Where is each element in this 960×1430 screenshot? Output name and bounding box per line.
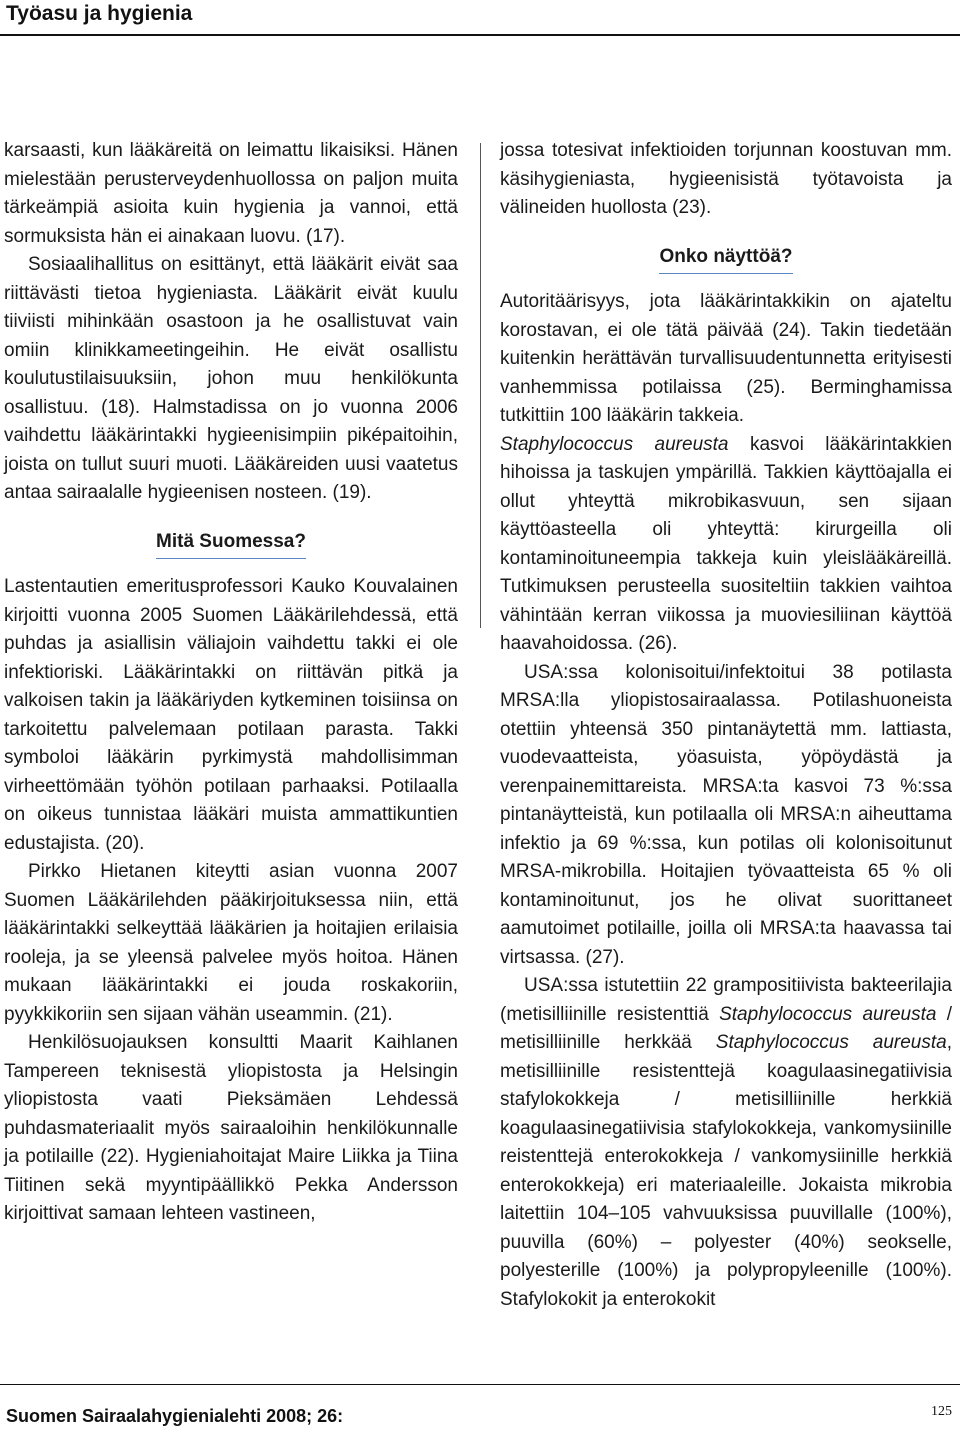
- left-paragraph-1: karsaasti, kun lääkäreitä on leimattu likaisiksi. Hänen mielestään perusterveydenhuollossa on paljon muita tärkeämpiä asioita kuin hygienia ja vannoi, että sormuksista hän ei ainakaan luovu. (17).: [4, 140, 458, 247]
- species-name: Staphylococcus aureusta: [719, 1003, 937, 1025]
- header-rule: [0, 34, 960, 36]
- right-paragraph-4-text-b: / metisilliinille herkkää: [500, 1003, 953, 1053]
- journal-citation: Suomen Sairaalahygienialehti 2008; 26:: [6, 1406, 344, 1426]
- footer-rule: [0, 1384, 960, 1385]
- left-paragraph-5: Henkilösuojauksen konsultti Maarit Kaihlanen Tampereen teknisestä yliopistosta ja Helsingin yliopistosta vaati Pieksämäen Lehdessä puhdasmateriaalit myös sairaaloihin henkilökunnalle ja potilaille (22). Hygieniahoitajat Maire Liikka ja Tiina Tiitinen sekä myyntipäällikkö Pekka Andersson kirjoittivat samaan lehteen vastineen,: [4, 1032, 458, 1224]
- page-number: 125: [931, 1404, 952, 1419]
- right-paragraph-4-text-c: , metisilliinille resistenttejä koagulaasinegatiivisia stafylokokkeja / metisilliinille herkkiä koagulaasinegatiivisia stafylokokkeja, vankomysiinille reistenttejä enterokokkeja / vankomysiinille herkkiä enterokokkeja) eri materiaaleille. Jokaista mikrobia laitettiin 104–105 vahvuuksissa puuvillalle (100%), puuvilla (60%) – polyester (40%) seokselle, polyesterille (100%) ja polypropyleenille (100%). Stafylokokit ja enterokokit: [500, 1032, 952, 1310]
- right-paragraph-1: jossa totesivat infektioiden torjunnan koostuvan mm. käsihygieniasta, hygieenisistä työtavoista ja välineiden huollosta (23).: [500, 140, 952, 218]
- running-title: Työasu ja hygienia: [6, 2, 193, 25]
- species-name: Staphylococcus aureusta: [715, 1032, 947, 1053]
- right-paragraph-4: [500, 972, 952, 1314]
- left-paragraph-3: Lastentautien emeritusprofessori Kauko Kouvalainen kirjoitti vuonna 2005 Suomen Lääkärilehdessä, että puhdas ja asiallisin väliajoin vaihdettu takki ei ole infektioriski. Lääkärintakki on riittävän pitkä ja valkoisen takin ja lääkäriyden kytkeminen toisiinsa on tarkoitettu palvelemaan potilaan parasta. Takki symboloi lääkärin pyrkimystä mahdollisimman virheettömään työhön potilaan parhaaksi. Potilaalla on oikeus tunnistaa lääkäri muista ammattikuntien edustajista. (20).: [4, 576, 458, 854]
- section-heading-onko-nayttoa: Onko näyttöä?: [659, 243, 792, 275]
- section-heading-mita-suomessa: Mitä Suomessa?: [156, 528, 306, 560]
- species-name: Staphylococcus aureusta: [500, 433, 729, 455]
- right-paragraph-4-text-a: USA:ssa istutettiin 22 grampositiivista bakteerilajia (metisilliinille resistenttiä: [500, 975, 952, 1025]
- left-paragraph-2: Sosiaalihallitus on esittänyt, että lääkärit eivät saa riittävästi tietoa hygieniasta. Lääkärit eivät kuulu tiiviisti mihinkään osastoon ja he osallistuvat vain omiin klinikkameetingeihin. He eivät osallistu koulutustilaisuuksiin, johon muu henkilökunta osallistuu. (18). Halmstadissa on jo vuonna 2006 vaihdettu lääkärintakki hygieenisimpiin piképaitoihin, joista on tullut suuri muoti. Lääkäreiden uusi vaatetus antaa sairaalalle hygieenisen nosteen. (19).: [4, 254, 458, 503]
- right-paragraph-2-text-b: kasvoi lääkärintakkien hihoissa ja taskujen ympärillä. Takkien käyttöajalla ei ollut yhteyttä mikrobikasvuun, sen sijaan käyttöasteella oli yhteyttä: kirurgeilla oli kontaminoituneempia takkeja kuin yleislääkäreillä. Tutkimuksen perusteella suositeltiin takkien vaihtoa vähintään kerran viikossa ja muoviesiliinan käyttöä haavahoidossa. (26).: [500, 433, 953, 654]
- column-divider: [480, 143, 481, 628]
- right-paragraph-3: USA:ssa kolonisoitui/infektoitui 38 potilasta MRSA:lla yliopistosairaalassa. Potilashuoneista otettiin yhteensä 350 pintanäytettä mm. lattiasta, vuodevaatteista, yöasuista, yöpöydästä ja verenpainemittareista. MRSA:ta kasvoi 73 %:ssa pintanäytteistä, kun potilaalla oli MRSA:n aiheuttama infektio ja 69 %:ssa, kun potilas oli kolonisoitunut MRSA-mikrobilla. Hoitajien työvaatteista 65 % oli kontaminoitunut, jos he olivat suorittaneet aamutoimet potilaille, joilla oli MRSA:ta haavassa tai virtsassa. (27).: [500, 661, 952, 968]
- right-column: [500, 137, 952, 1314]
- right-paragraph-2-text-a: Autoritäärisyys, jota lääkärintakkikin on ajateltu korostavan, ei ole tätä päivää (24). Takin tiedetään kuitenkin herättävän turvallisuudentunnetta erityisesti vanhemmissa potilaissa (25). Berminghamissa tutkittiin 100 lääkärin takkeia.: [500, 291, 952, 426]
- left-column: [4, 137, 458, 1229]
- right-paragraph-2: [500, 288, 952, 659]
- left-paragraph-4: Pirkko Hietanen kiteytti asian vuonna 2007 Suomen Lääkärilehden pääkirjoituksessa niin, että lääkärintakki selkeyttää lääkärien ja hoitajien erilaisia rooleja, ja se yleensä palvelee myös hoitoa. Hänen mukaan lääkärintakki ei jouda roskakoriin, pyykkikoriin sen sijaan vähän useammin. (21).: [4, 861, 458, 1025]
